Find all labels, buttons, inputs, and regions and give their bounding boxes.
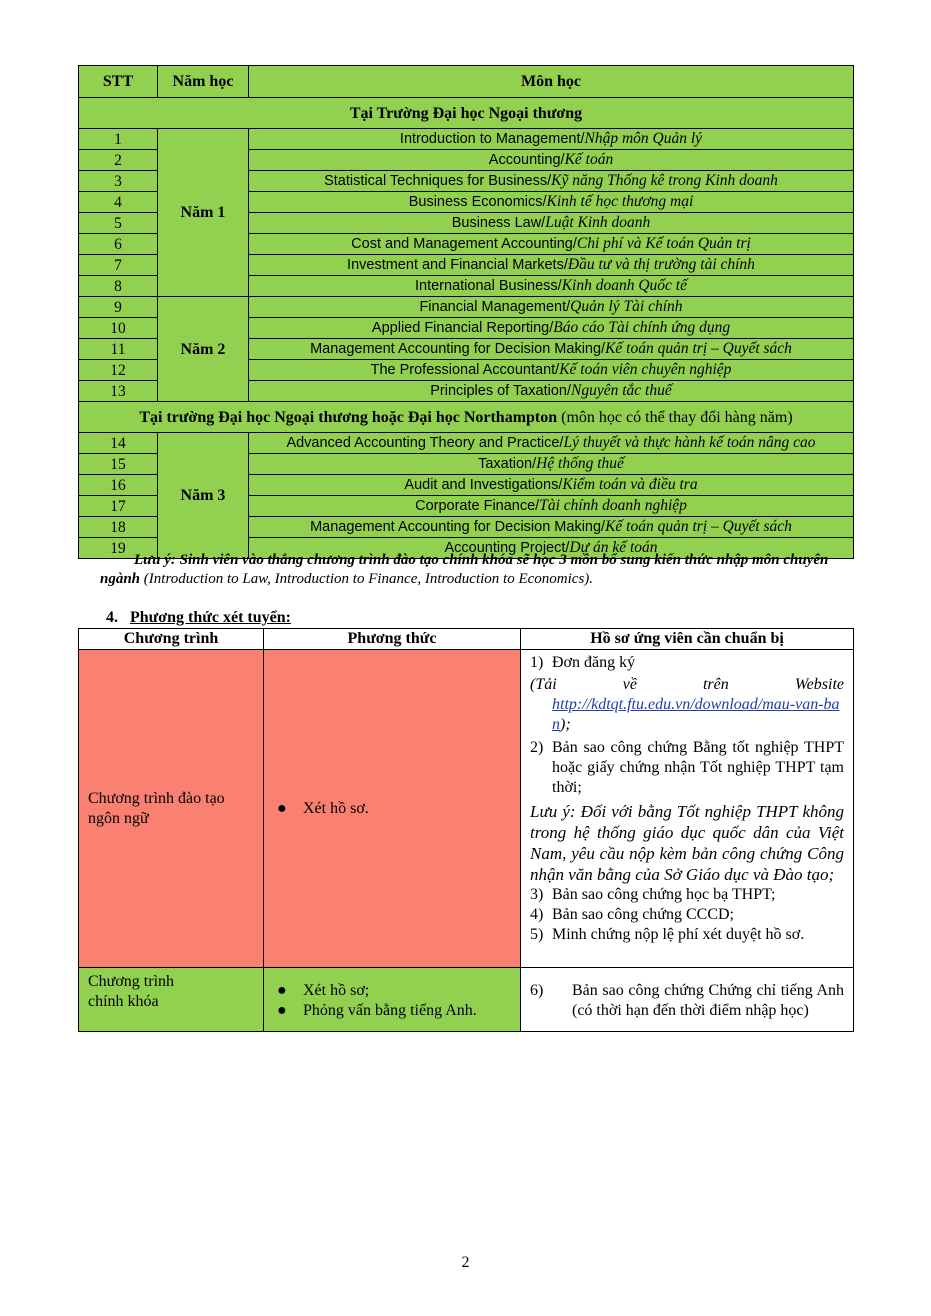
subject-en: Audit and Investigations/ — [404, 477, 563, 493]
subject-en: Business Law/ — [451, 215, 546, 231]
subject-cell — [249, 234, 854, 255]
stt-cell: 16 — [79, 475, 158, 496]
stt-cell: 5 — [79, 213, 158, 234]
subject-en: Applied Financial Reporting/ — [371, 320, 554, 336]
course-table — [78, 65, 854, 559]
subject-vi: Nguyên tắc thuế — [571, 382, 672, 399]
course-table-header — [79, 66, 854, 98]
stt-cell: 13 — [79, 381, 158, 402]
subject-en: Accounting Project/ — [444, 540, 570, 556]
subject-vi: Báo cáo Tài chính ứng dụng — [553, 319, 731, 336]
subject-en: Taxation/ — [478, 456, 537, 472]
subject-vi: Nhập môn Quản lý — [584, 130, 703, 147]
subject-vi: Tài chính doanh nghiệp — [539, 497, 687, 514]
note-rest: (Introduction to Law, Introduction to Finance, Introduction to Economics). — [140, 571, 594, 587]
stt-cell: 14 — [79, 433, 158, 454]
header-subject: Môn học — [249, 66, 854, 98]
header-docs: Hồ sơ ứng viên cần chuẩn bị — [521, 629, 854, 650]
note-bold: Lưu ý: Sinh viên vào thẳng chương trình đào tạo chính khóa sẽ học 3 môn bổ sung kiến thức nhập môn chuyên ngành — [100, 552, 829, 587]
year-cell: Năm 3 — [158, 433, 249, 559]
subject-cell — [249, 255, 854, 276]
stt-cell: 8 — [79, 276, 158, 297]
section-ftu: Tại Trường Đại học Ngoại thương — [79, 98, 854, 129]
stt-cell: 9 — [79, 297, 158, 318]
subject-en: Business Economics/ — [408, 194, 547, 210]
subject-cell — [249, 454, 854, 475]
doc-item-2: 2) Bản sao công chứng Bằng tốt nghiệp THPT hoặc giấy chứng nhận Tốt nghiệp THPT tạm thời; — [530, 739, 844, 796]
doc-item-4: 4) Bản sao công chứng CCCD; — [530, 906, 734, 923]
doc-item-6: 6) Bản sao công chứng Chứng chỉ tiếng Anh (có thời hạn đến thời điểm nhập học) — [530, 982, 844, 1019]
subject-vi: Đầu tư và thị trường tài chính — [567, 256, 755, 273]
subject-vi: Kiểm toán và điều tra — [562, 476, 698, 493]
admission-row-language — [79, 650, 854, 968]
course-table-body — [79, 98, 854, 559]
subject-en: Investment and Financial Markets/ — [347, 257, 568, 273]
list-item: ● Xét hồ sơ. — [277, 799, 369, 817]
subject-vi: Lý thuyết và thực hành kế toán nâng cao — [563, 434, 816, 451]
stt-cell: 1 — [79, 129, 158, 150]
section-row — [79, 98, 854, 129]
subject-en: Corporate Finance/ — [415, 498, 540, 514]
method-language — [264, 650, 521, 968]
subject-en: Introduction to Management/ — [399, 131, 585, 147]
stt-cell: 6 — [79, 234, 158, 255]
stt-cell: 2 — [79, 150, 158, 171]
subject-en: The Professional Accountant/ — [370, 362, 560, 378]
year-cell: Năm 1 — [158, 129, 249, 297]
subject-cell — [249, 496, 854, 517]
subject-vi: Kinh doanh Quốc tế — [561, 277, 687, 294]
subject-vi: Luật Kinh doanh — [545, 214, 651, 231]
stt-cell: 19 — [79, 538, 158, 559]
subject-en: Cost and Management Accounting/ — [351, 236, 577, 252]
subject-cell — [249, 339, 854, 360]
header-stt: STT — [79, 66, 158, 98]
subject-en: Advanced Accounting Theory and Practice/ — [286, 435, 564, 451]
subject-vi: Kế toán viên chuyên nghiệp — [559, 361, 732, 378]
note-paragraph — [100, 551, 860, 589]
stt-cell: 12 — [79, 360, 158, 381]
stt-cell: 17 — [79, 496, 158, 517]
subject-cell — [249, 360, 854, 381]
table-row — [79, 433, 854, 454]
docs-main — [521, 968, 854, 1032]
list-item: ● Phỏng vấn bằng tiếng Anh. — [277, 1002, 477, 1019]
stt-cell: 15 — [79, 454, 158, 475]
stt-cell: 10 — [79, 318, 158, 339]
section-title: Phương thức xét tuyển: — [130, 609, 291, 626]
subject-cell — [249, 276, 854, 297]
header-method: Phương thức — [264, 629, 521, 650]
subject-cell — [249, 433, 854, 454]
docs-language — [521, 650, 854, 968]
admission-header — [79, 629, 854, 650]
section-row — [79, 402, 854, 433]
doc-note: Lưu ý: Đối với bằng Tốt nghiệp THPT không trong hệ thống giáo dục quốc dân của Việt Nam, yêu cầu nộp kèm bản công chứng Công nhận văn bằng của Sở Giáo dục và Đào tạo; — [530, 802, 844, 884]
subject-vi: Chi phí và Kế toán Quản trị — [576, 235, 751, 252]
subject-vi: Hệ thống thuế — [536, 455, 624, 472]
stt-cell: 4 — [79, 192, 158, 213]
section-heading — [106, 609, 291, 627]
subject-cell — [249, 475, 854, 496]
doc-item-3: 3) Bản sao công chứng học bạ THPT; — [530, 886, 776, 903]
subject-en: Management Accounting for Decision Making/ — [310, 519, 606, 535]
subject-cell — [249, 213, 854, 234]
table-row — [79, 297, 854, 318]
year-cell: Năm 2 — [158, 297, 249, 402]
subject-vi: Kế toán quản trị – Quyết sách — [605, 518, 792, 535]
subject-vi: Kinh tế học thương mại — [546, 193, 694, 210]
admission-row-main — [79, 968, 854, 1032]
program-language: Chương trình đào tạo ngôn ngữ — [79, 650, 264, 968]
program-main: Chương trình chính khóa — [79, 968, 264, 1032]
subject-en: Accounting/ — [488, 152, 565, 168]
subject-cell — [249, 517, 854, 538]
subject-en: Management Accounting for Decision Making/ — [310, 341, 606, 357]
subject-cell — [249, 150, 854, 171]
doc-item-1-sub: (Tải về trên Website http://kdtqt.ftu.edu.vn/download/mau-van-ban); — [530, 676, 844, 733]
header-program: Chương trình — [79, 629, 264, 650]
stt-cell: 11 — [79, 339, 158, 360]
header-year: Năm học — [158, 66, 249, 98]
subject-cell — [249, 318, 854, 339]
subject-en: Statistical Techniques for Business/ — [324, 173, 552, 189]
subject-en: Principles of Taxation/ — [430, 383, 572, 399]
stt-cell: 7 — [79, 255, 158, 276]
method-main — [264, 968, 521, 1032]
page-number: 2 — [461, 1254, 470, 1271]
stt-cell: 18 — [79, 517, 158, 538]
subject-vi: Kế toán quản trị – Quyết sách — [605, 340, 792, 357]
subject-vi: Kế toán — [564, 151, 614, 168]
subject-vi: Quản lý Tài chính — [570, 298, 683, 315]
subject-vi: Dự án kế toán — [569, 539, 658, 556]
subject-en: Financial Management/ — [419, 299, 571, 315]
subject-cell — [249, 171, 854, 192]
doc-item-5: 5) Minh chứng nộp lệ phí xét duyệt hồ sơ. — [530, 926, 805, 943]
subject-cell — [249, 297, 854, 318]
list-item: ● Xét hồ sơ; — [277, 982, 370, 999]
table-row — [79, 129, 854, 150]
subject-en: International Business/ — [415, 278, 562, 294]
admission-table — [78, 628, 854, 1032]
download-link[interactable]: http://kdtqt.ftu.edu.vn/download/mau-van-ban — [552, 696, 840, 733]
section-northampton: Tại trường Đại học Ngoại thương hoặc Đại học Northampton (môn học có thể thay đổi hàng năm) — [79, 402, 854, 433]
doc-item-1: 1) Đơn đăng ký — [530, 654, 636, 671]
subject-cell — [249, 381, 854, 402]
subject-cell — [249, 129, 854, 150]
subject-vi: Kỹ năng Thống kê trong Kinh doanh — [551, 172, 778, 189]
section-number: 4. — [106, 609, 118, 626]
stt-cell: 3 — [79, 171, 158, 192]
subject-cell — [249, 192, 854, 213]
